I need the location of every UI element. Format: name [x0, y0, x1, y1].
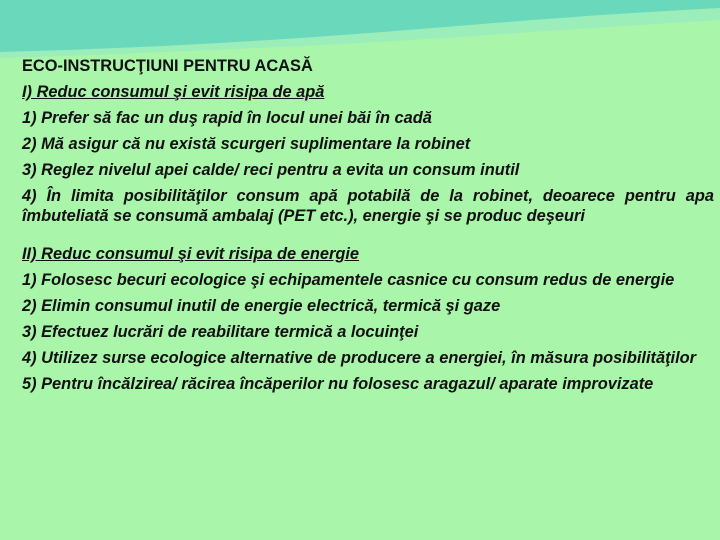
- list-item: 1) Prefer să fac un duş rapid în locul unei băi în cadă: [22, 109, 432, 127]
- list-item: 5) Pentru încălzirea/ răcirea încăperilor nu folosesc aragazul/ aparate improvizate: [22, 375, 654, 393]
- section-spacer: [22, 232, 714, 244]
- list-item: 2) Mă asigur că nu există scurgeri suplimentare la robinet: [22, 135, 471, 153]
- list-item: 1) Folosesc becuri ecologice şi echipamentele casnice cu consum redus de energie: [22, 271, 675, 289]
- wave-light: [0, 0, 720, 58]
- section-heading-energy: II) Reduc consumul şi evit risipa de energie: [22, 245, 360, 263]
- list-item: 3) Reglez nivelul apei calde/ reci pentru a evita un consum inutil: [22, 161, 520, 179]
- list-item: 4) Utilizez surse ecologice alternative de producere a energiei, în măsura posibilităţilor: [22, 349, 697, 367]
- slide-content: [22, 56, 714, 400]
- section-heading-water: I) Reduc consumul şi evit risipa de apă: [22, 83, 325, 101]
- list-item: 3) Efectuez lucrări de reabilitare termică a locuinţei: [22, 323, 419, 341]
- list-item: 2) Elimin consumul inutil de energie electrică, termică şi gaze: [22, 297, 501, 315]
- list-item: 4) În limita posibilităţilor consum apă potabilă de la robinet, deoarece pentru apa îmbuteliată se consumă ambalaj (PET etc.), energie şi se produc deşeuri: [22, 187, 714, 225]
- slide-title: ECO-INSTRUCŢIUNI PENTRU ACASĂ: [22, 57, 313, 75]
